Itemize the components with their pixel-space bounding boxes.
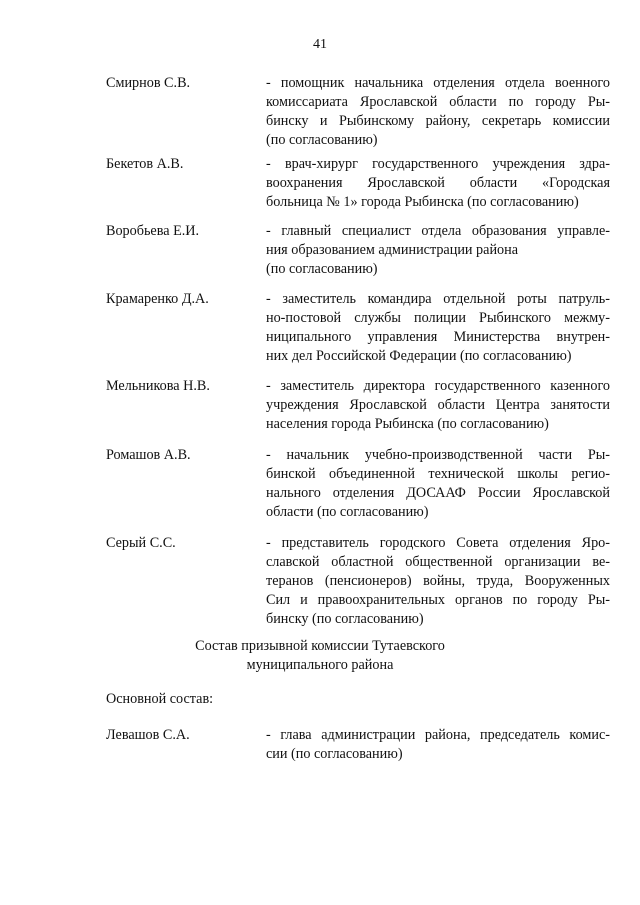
section-heading	[0, 637, 640, 675]
role-line: ниципального управления Министерства внутрен-	[266, 329, 610, 345]
role-line: больница № 1» города Рыбинска (по согласованию)	[266, 194, 579, 210]
member-role	[266, 222, 610, 279]
role-line: воохранения Ярославской области «Городская	[266, 175, 610, 191]
role-line: (по согласованию)	[266, 261, 378, 277]
role-line: - начальник учебно-производственной части Ры-	[266, 447, 610, 463]
member-role	[266, 377, 610, 434]
role-line: - представитель городского Совета отделения Яро-	[266, 535, 610, 551]
member-role	[266, 290, 610, 366]
role-line: теранов (пенсионеров) войны, труда, Вооруженных	[266, 573, 610, 589]
member-name: Крамаренко Д.А.	[106, 291, 209, 307]
member-name: Бекетов А.В.	[106, 156, 184, 172]
member-role	[266, 155, 610, 212]
member-name: Мельникова Н.В.	[106, 378, 210, 394]
role-line: учреждения Ярославской области Центра занятости	[266, 397, 610, 413]
role-line: них дел Российской Федерации (по согласованию)	[266, 348, 572, 364]
heading-line: Состав призывной комиссии Тутаевского	[195, 638, 445, 654]
page-number: 41	[313, 37, 327, 52]
role-line: - заместитель командира отдельной роты патруль-	[266, 291, 610, 307]
role-line: нального отделения ДОСААФ России Ярославской	[266, 485, 610, 501]
role-line: населения города Рыбинска (по согласованию)	[266, 416, 549, 432]
member-role	[266, 534, 610, 629]
role-line: - главный специалист отдела образования управле-	[266, 223, 610, 239]
role-line: области (по согласованию)	[266, 504, 429, 520]
role-line: Сил и правоохранительных органов по городу Ры-	[266, 592, 610, 608]
subheading: Основной состав:	[106, 691, 214, 707]
role-line: (по согласованию)	[266, 132, 378, 148]
member-name: Воробьева Е.И.	[106, 223, 200, 239]
heading-line: муниципального района	[246, 657, 394, 673]
member-name: Серый С.С.	[106, 535, 176, 551]
member-role	[266, 446, 610, 522]
member-name: Смирнов С.В.	[106, 75, 191, 91]
member-role	[266, 74, 610, 150]
member-name: Ромашов А.В.	[106, 447, 191, 463]
role-line: - помощник начальника отделения отдела военного	[266, 75, 610, 91]
role-line: славской областной общественной организации ве-	[266, 554, 610, 570]
role-line: бинску (по согласованию)	[266, 611, 424, 627]
role-line: сии (по согласованию)	[266, 746, 403, 762]
role-line: но-постовой службы полиции Рыбинского межму-	[266, 310, 610, 326]
role-line: ния образованием администрации района	[266, 242, 519, 258]
role-line: - глава администрации района, председатель комис-	[266, 727, 610, 743]
member-name: Левашов С.А.	[106, 727, 190, 743]
role-line: бинску и Рыбинскому району, секретарь комиссии	[266, 113, 610, 129]
role-line: комиссариата Ярославской области по городу Ры-	[266, 94, 610, 110]
role-line: бинской объединенной технической школы регио-	[266, 466, 610, 482]
member-role	[266, 726, 610, 764]
role-line: - врач-хирург государственного учреждения здра-	[266, 156, 610, 172]
role-line: - заместитель директора государственного казенного	[266, 378, 610, 394]
